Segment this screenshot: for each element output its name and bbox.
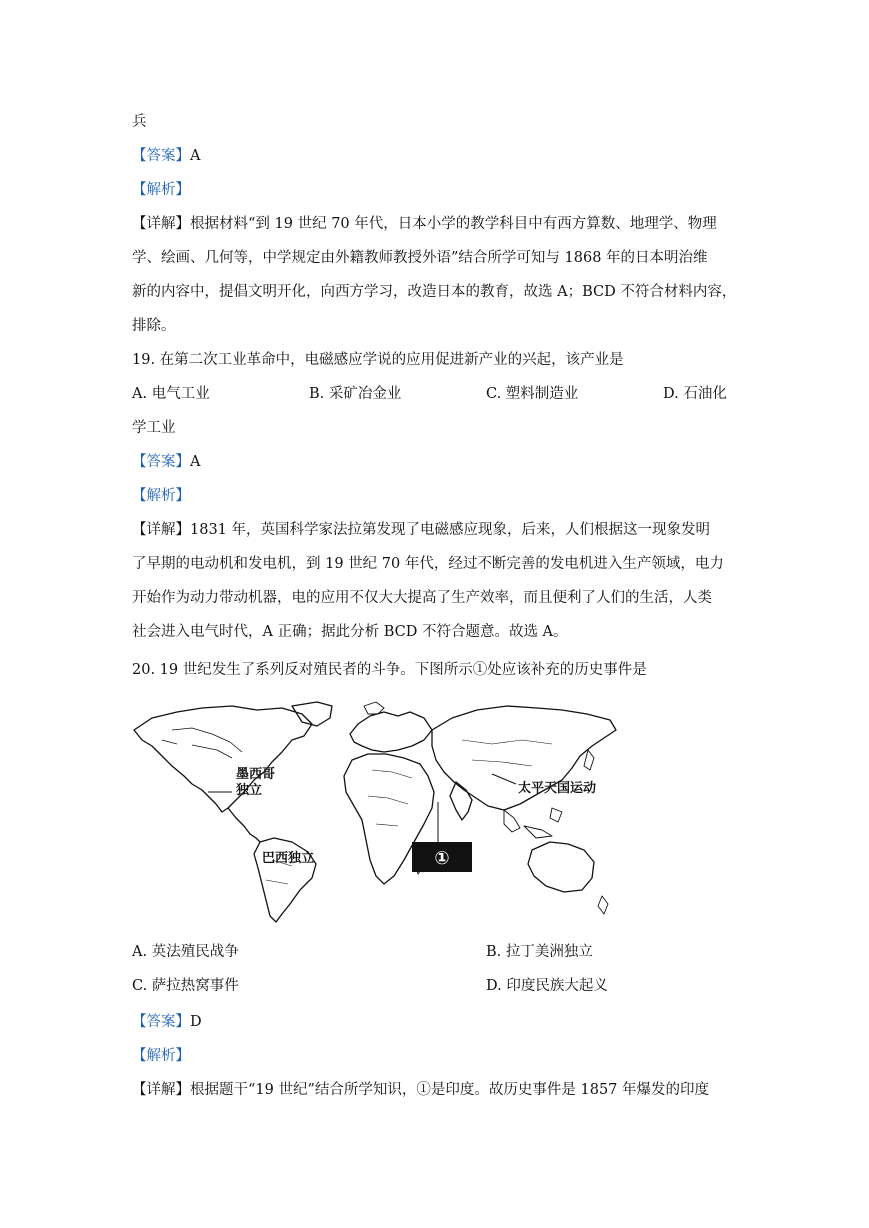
q19-stem: 19. 在第二次工业革命中，电磁感应学说的应用促进新产业的兴起，该产业是 xyxy=(132,352,624,368)
greenland-outline xyxy=(292,702,332,726)
q20-option-c: C. 萨拉热窝事件 xyxy=(132,978,239,994)
q18-detail-line-3: 新的内容中，提倡文明开化，向西方学习，改造日本的教育，故选 A；BCD 不符合材料内容， xyxy=(132,284,737,300)
continent-outlines xyxy=(134,702,616,922)
mexico-label-line1: 墨西哥 xyxy=(236,767,276,782)
answer-bracket: 【答案】 xyxy=(132,454,190,470)
answer-value: A xyxy=(190,454,201,470)
q18-detail-line-2: 学、绘画、几何等，中学规定由外籍教师教授外语”结合所学可知与 1868 年的日本明治维 xyxy=(132,250,708,266)
q18-analysis-label: 【解析】 xyxy=(132,182,190,198)
answer-bracket: 【答案】 xyxy=(132,1014,190,1030)
detail-label: 【详解】 xyxy=(132,1082,190,1098)
mexico-label-line2: 独立 xyxy=(236,783,263,798)
q20-option-b: B. 拉丁美洲独立 xyxy=(486,944,593,960)
q19-detail-line-3: 开始作为动力带动机器，电的应用不仅大大提高了生产效率，而且便利了人们的生活，人类 xyxy=(132,590,712,606)
taiping-pointer-line xyxy=(492,774,516,784)
q20-option-d: D. 印度民族大起义 xyxy=(486,978,608,994)
brazil-label: 巴西独立 xyxy=(262,851,315,866)
europe-outline xyxy=(350,712,432,752)
q20-analysis-label: 【解析】 xyxy=(132,1048,190,1064)
answer-value: D xyxy=(190,1014,202,1030)
q19-answer xyxy=(132,452,200,472)
australia-outline xyxy=(528,842,594,892)
q18-detail-line-4: 排除。 xyxy=(132,318,176,334)
q19-option-d: D. 石油化 xyxy=(663,386,727,402)
q18-answer xyxy=(132,146,200,166)
q19-detail-line-4: 社会进入电气时代，A 正确；据此分析 BCD 不符合题意。故选 A。 xyxy=(132,624,568,640)
answer-value: A xyxy=(190,148,201,164)
detail-text: 根据题干“19 世纪”结合所学知识，①是印度。故历史事件是 1857 年爆发的印度 xyxy=(190,1082,710,1098)
detail-label: 【详解】 xyxy=(132,522,190,538)
q19-analysis-label: 【解析】 xyxy=(132,488,190,504)
q20-answer xyxy=(132,1012,202,1032)
world-map xyxy=(132,700,620,928)
q20-option-a: A. 英法殖民战争 xyxy=(132,944,239,960)
central-america-outline xyxy=(228,808,260,842)
q19-option-b: B. 采矿冶金业 xyxy=(309,386,402,402)
q19-option-c: C. 塑料制造业 xyxy=(486,386,579,402)
q20-detail-line-1 xyxy=(132,1080,709,1100)
q19-option-a: A. 电气工业 xyxy=(132,386,210,402)
taiping-label: 太平天国运动 xyxy=(518,781,597,796)
q20-stem: 20. 19 世纪发生了系列反对殖民者的斗争。下图所示①处应该补充的历史事件是 xyxy=(132,662,647,678)
detail-text: 根据材料“到 19 世纪 70 年代，日本小学的教学科目中有西方算数、地理学、物理 xyxy=(190,216,717,232)
blank-label-box xyxy=(412,842,472,872)
q18-continuation: 兵 xyxy=(132,114,147,130)
q18-detail-line-1 xyxy=(132,214,717,234)
q19-detail-line-1 xyxy=(132,520,710,540)
detail-text: 1831 年，英国科学家法拉第发现了电磁感应现象，后来，人们根据这一现象发明 xyxy=(190,522,711,538)
q19-option-d-wrap: 学工业 xyxy=(132,420,176,436)
answer-bracket: 【答案】 xyxy=(132,148,190,164)
north-america-outline xyxy=(134,706,312,812)
q19-detail-line-2: 了早期的电动机和发电机，到 19 世纪 70 年代，经过不断完善的发电机进入生产领域，电力 xyxy=(132,556,724,572)
detail-label: 【详解】 xyxy=(132,216,190,232)
blank-label: ① xyxy=(434,848,450,869)
